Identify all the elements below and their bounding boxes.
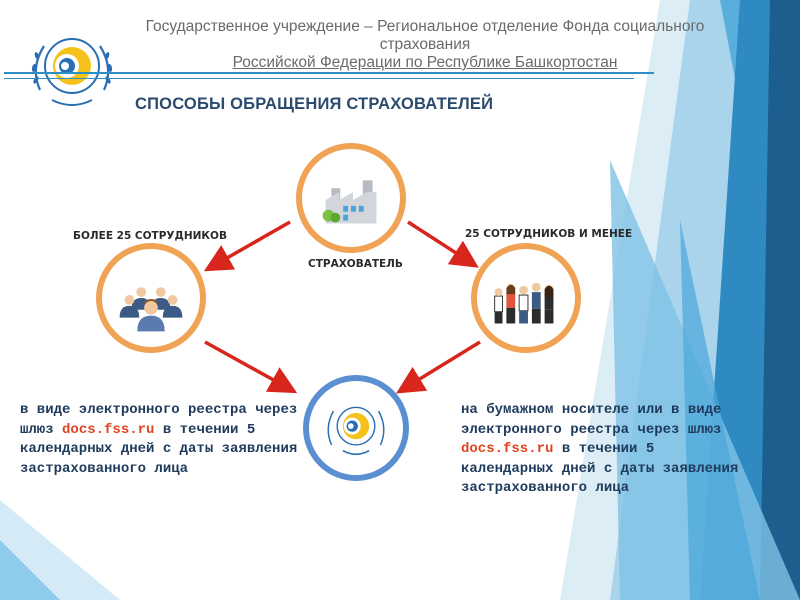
left-description-part2: в течении 5 календарных дней с даты заявления застрахованного лица xyxy=(20,421,298,477)
right-description xyxy=(461,401,741,499)
arrow-to-right xyxy=(408,222,470,262)
arrow-right-to-fss xyxy=(405,342,480,388)
label-policyholder: СТРАХОВАТЕЛЬ xyxy=(308,258,403,270)
label-25-or-less: 25 СОТРУДНИКОВ И МЕНЕЕ xyxy=(465,228,633,240)
right-description-part1: на бумажном носителе или в виде электронного реестра через шлюз xyxy=(461,402,722,438)
header-line-1: Государственное учреждение – Региональное отделение Фонда социального xyxy=(145,18,705,35)
arrow-left-to-fss xyxy=(205,342,288,388)
docs-fss-link[interactable]: docs.fss.ru xyxy=(461,441,554,457)
label-more-than-25: БОЛЕЕ 25 СОТРУДНИКОВ xyxy=(73,230,227,242)
left-description xyxy=(20,401,300,479)
arrow-to-left xyxy=(213,222,290,266)
header-line-3: Российской Федерации по Республике Башкортостан xyxy=(232,54,618,71)
right-description-part2: в течении 5 календарных дней с даты заявления застрахованного лица xyxy=(461,441,739,496)
slide-title: СПОСОБЫ ОБРАЩЕНИЯ СТРАХОВАТЕЛЕЙ xyxy=(135,95,494,113)
docs-fss-link[interactable]: docs.fss.ru xyxy=(62,421,155,438)
left-description-part1: в виде электронного реестра через шлюз xyxy=(20,402,298,438)
header-line-2: страхования xyxy=(379,36,471,53)
